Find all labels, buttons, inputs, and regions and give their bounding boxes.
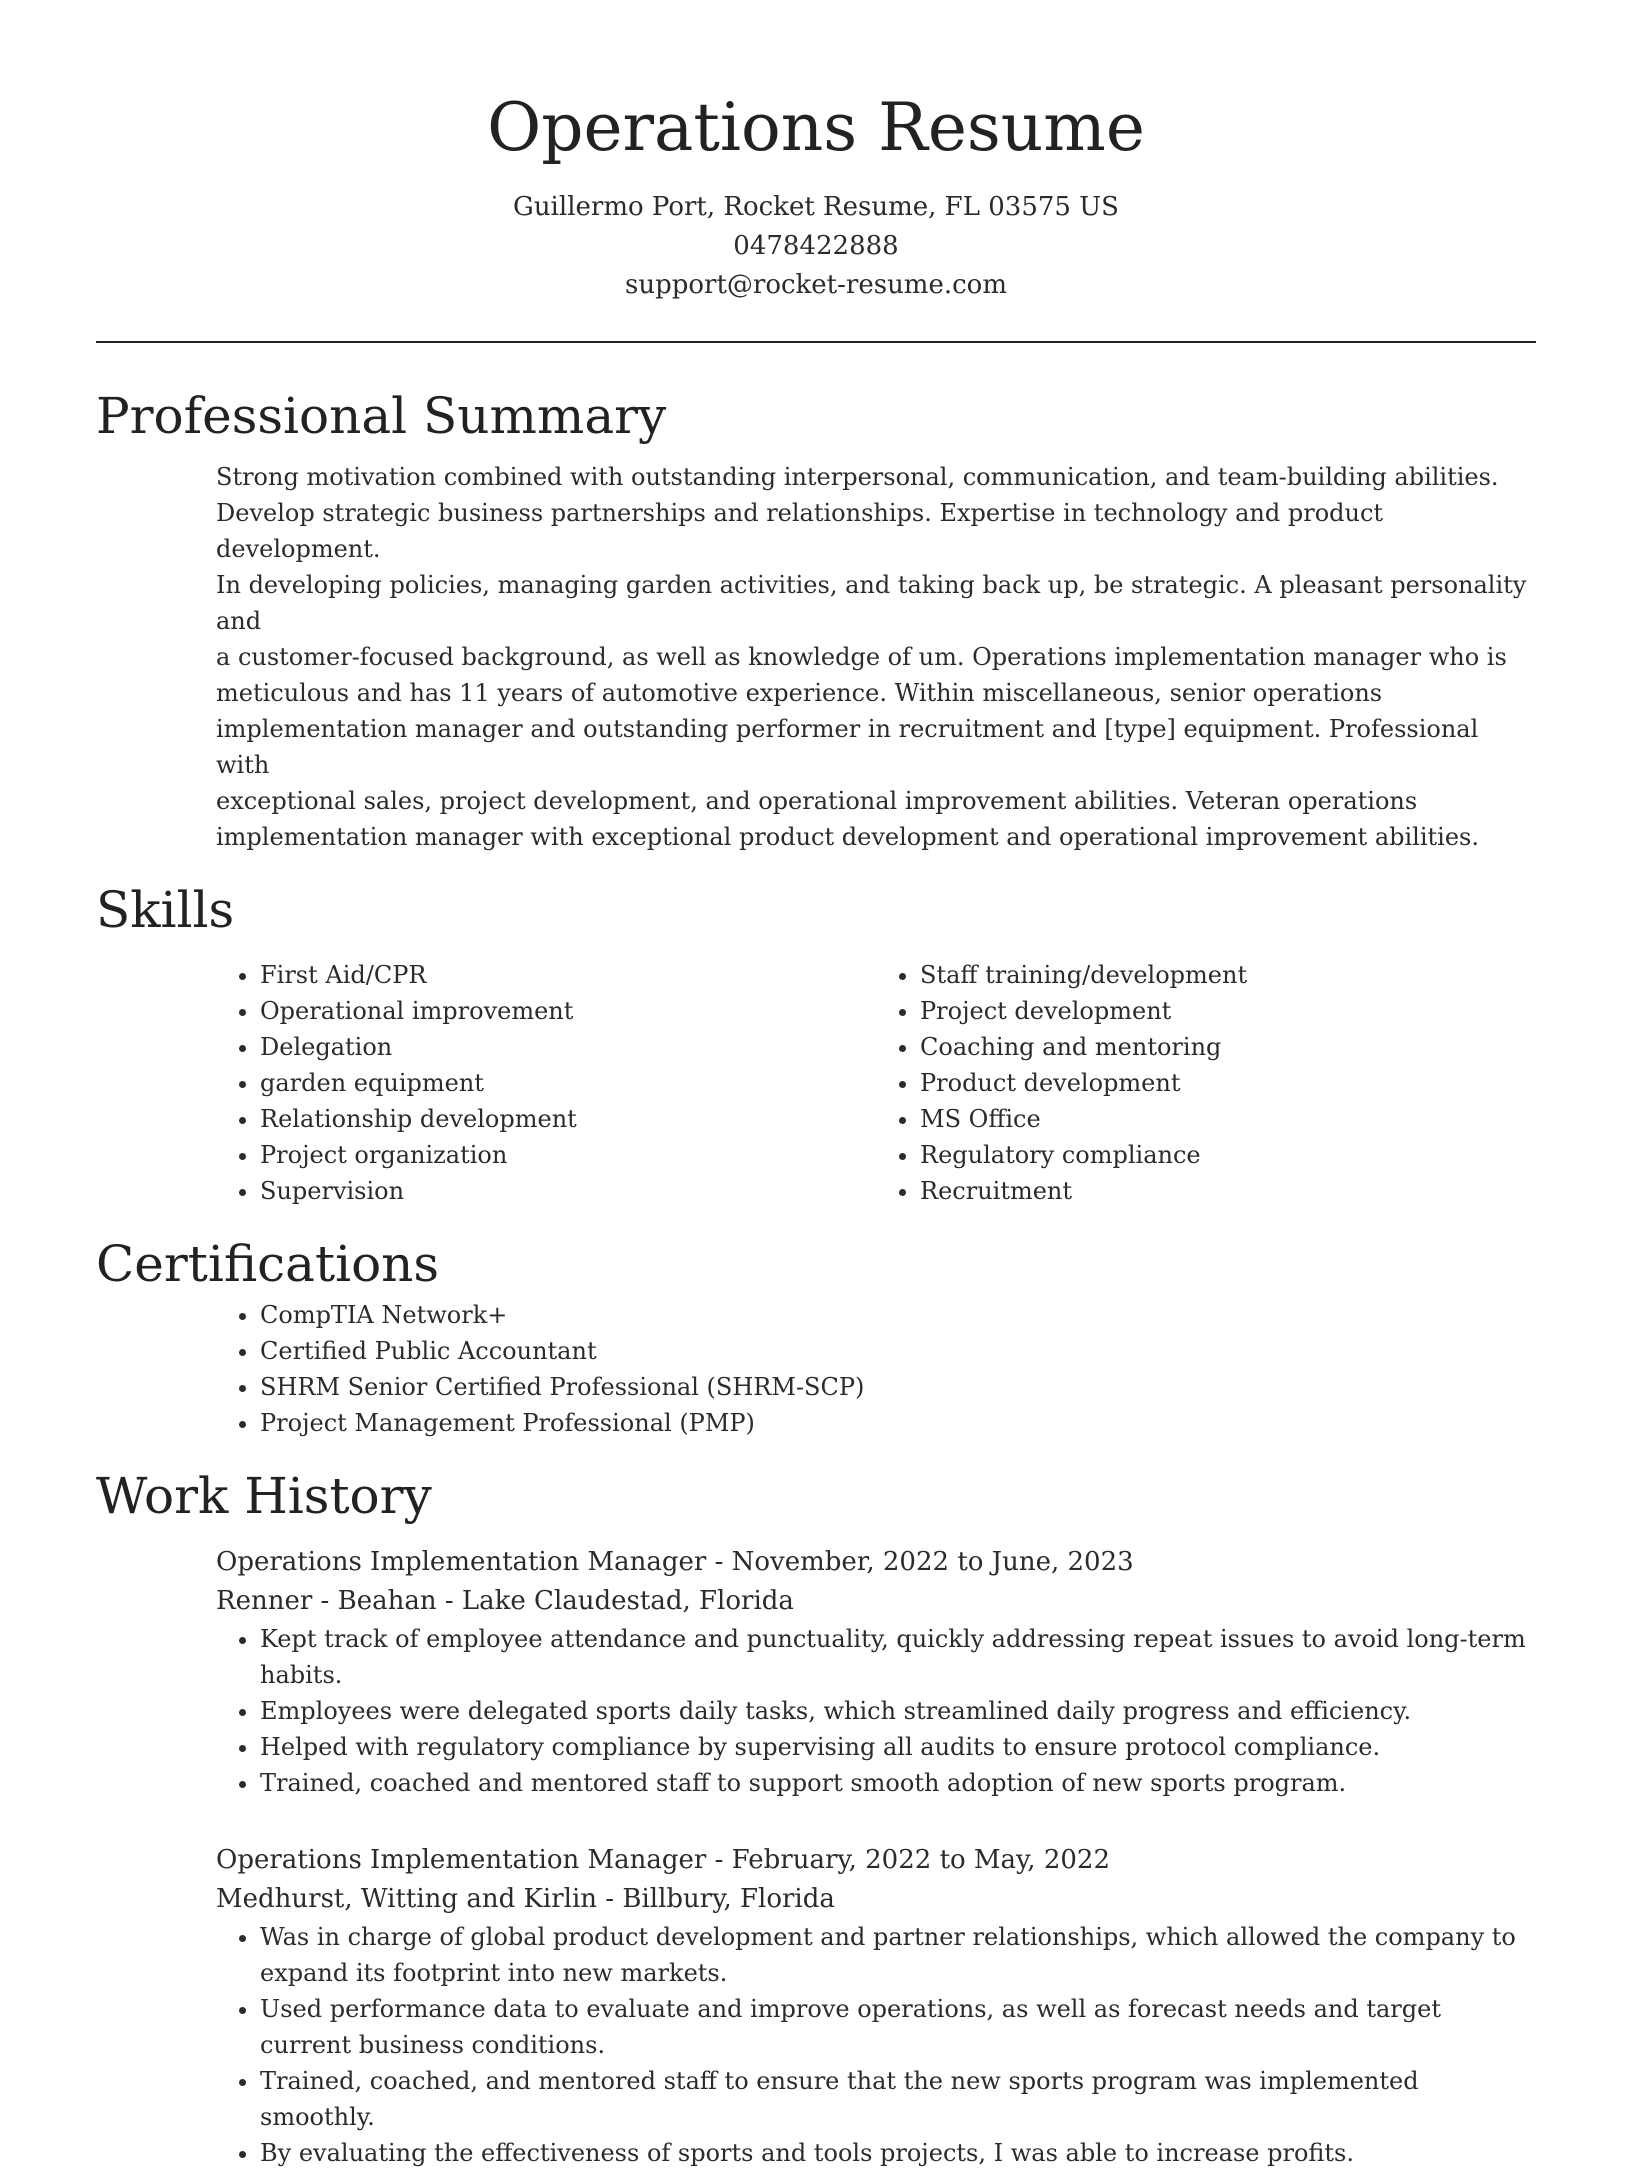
- certification-item: • Project Management Professional (PMP): [260, 1405, 1536, 1441]
- job-duty: • Employees were delegated sports daily tasks, which streamlined daily progress and efficiency.: [260, 1693, 1536, 1729]
- job-duties-list: [216, 1919, 1536, 2171]
- summary-section: [96, 459, 1536, 855]
- contact-address: Guillermo Port, Rocket Resume, FL 03575 US: [513, 192, 1119, 222]
- certification-item: • SHRM Senior Certified Professional (SHRM-SCP): [260, 1369, 1536, 1405]
- job-entry: [216, 1841, 1536, 2171]
- summary-line: meticulous and has 11 years of automotive experience. Within miscellaneous, senior operations: [216, 679, 1383, 707]
- job-duty: • Kept track of employee attendance and punctuality, quickly addressing repeat issues to avoid long-term habits.: [260, 1621, 1536, 1693]
- skill-item: • Project development: [920, 993, 1536, 1029]
- job-company-line: Renner - Beahan - Lake Claudestad, Florida: [216, 1586, 794, 1616]
- summary-line: exceptional sales, project development, and operational improvement abilities. Veteran operations: [216, 787, 1418, 815]
- job-title-line: Operations Implementation Manager - November, 2022 to June, 2023: [216, 1547, 1134, 1577]
- certifications-heading: Certifications: [96, 1235, 440, 1293]
- job-title-line: Operations Implementation Manager - February, 2022 to May, 2022: [216, 1845, 1110, 1875]
- resume-header: [96, 84, 1536, 305]
- work-history-section: [96, 1543, 1536, 2171]
- skill-item: • Supervision: [260, 1173, 876, 1209]
- skills-section: [96, 957, 1536, 1209]
- certifications-section: [96, 1297, 1536, 1441]
- certifications-list: [216, 1297, 1536, 1441]
- job-entry: [216, 1543, 1536, 1801]
- skill-item: • Product development: [920, 1065, 1536, 1101]
- contact-email: support@rocket-resume.com: [624, 270, 1007, 300]
- skills-list-left: [216, 957, 876, 1209]
- skill-item: • MS Office: [920, 1101, 1536, 1137]
- certification-item: • CompTIA Network+: [260, 1297, 1536, 1333]
- skill-item: • Operational improvement: [260, 993, 876, 1029]
- job-duty: • Helped with regulatory compliance by supervising all audits to ensure protocol compliance.: [260, 1729, 1536, 1765]
- skills-list-right: [876, 957, 1536, 1209]
- skill-item: • Regulatory compliance: [920, 1137, 1536, 1173]
- resume-title: Operations Resume: [487, 89, 1145, 166]
- job-duty: • Trained, coached, and mentored staff to ensure that the new sports program was implemented smoothly.: [260, 2063, 1536, 2135]
- skill-item: • garden equipment: [260, 1065, 876, 1101]
- summary-line: Develop strategic business partnerships and relationships. Expertise in technology and product development.: [216, 499, 1384, 563]
- job-company-line: Medhurst, Witting and Kirlin - Billbury, Florida: [216, 1884, 835, 1914]
- skill-item: • Delegation: [260, 1029, 876, 1065]
- skill-item: • First Aid/CPR: [260, 957, 876, 993]
- summary-heading: Professional Summary: [96, 387, 667, 445]
- work-history-heading: Work History: [96, 1467, 432, 1525]
- summary-line: In developing policies, managing garden activities, and taking back up, be strategic. A pleasant personality and: [216, 571, 1527, 635]
- skill-item: • Relationship development: [260, 1101, 876, 1137]
- contact-phone: 0478422888: [733, 231, 899, 261]
- summary-line: a customer-focused background, as well as knowledge of um. Operations implementation manager who is: [216, 643, 1507, 671]
- summary-line: implementation manager and outstanding performer in recruitment and [type] equipment. Professional with: [216, 715, 1479, 779]
- summary-line: Strong motivation combined with outstanding interpersonal, communication, and team-building abilities.: [216, 463, 1499, 491]
- summary-text: [216, 459, 1536, 855]
- contact-block: [96, 188, 1536, 305]
- skills-grid: [216, 957, 1536, 1209]
- job-duty: • Trained, coached and mentored staff to support smooth adoption of new sports program.: [260, 1765, 1536, 1801]
- skill-item: • Recruitment: [920, 1173, 1536, 1209]
- job-duty: • By evaluating the effectiveness of sports and tools projects, I was able to increase profits.: [260, 2135, 1536, 2171]
- job-duty: • Used performance data to evaluate and improve operations, as well as forecast needs and target current business conditions.: [260, 1991, 1536, 2063]
- skill-item: • Project organization: [260, 1137, 876, 1173]
- certification-item: • Certified Public Accountant: [260, 1333, 1536, 1369]
- job-duty: • Was in charge of global product development and partner relationships, which allowed the company to expand its footprint into new markets.: [260, 1919, 1536, 1991]
- header-divider: [96, 341, 1536, 343]
- skill-item: • Staff training/development: [920, 957, 1536, 993]
- summary-line: implementation manager with exceptional product development and operational improvement abilities.: [216, 823, 1479, 851]
- skills-heading: Skills: [96, 881, 235, 939]
- job-duties-list: [216, 1621, 1536, 1801]
- skill-item: • Coaching and mentoring: [920, 1029, 1536, 1065]
